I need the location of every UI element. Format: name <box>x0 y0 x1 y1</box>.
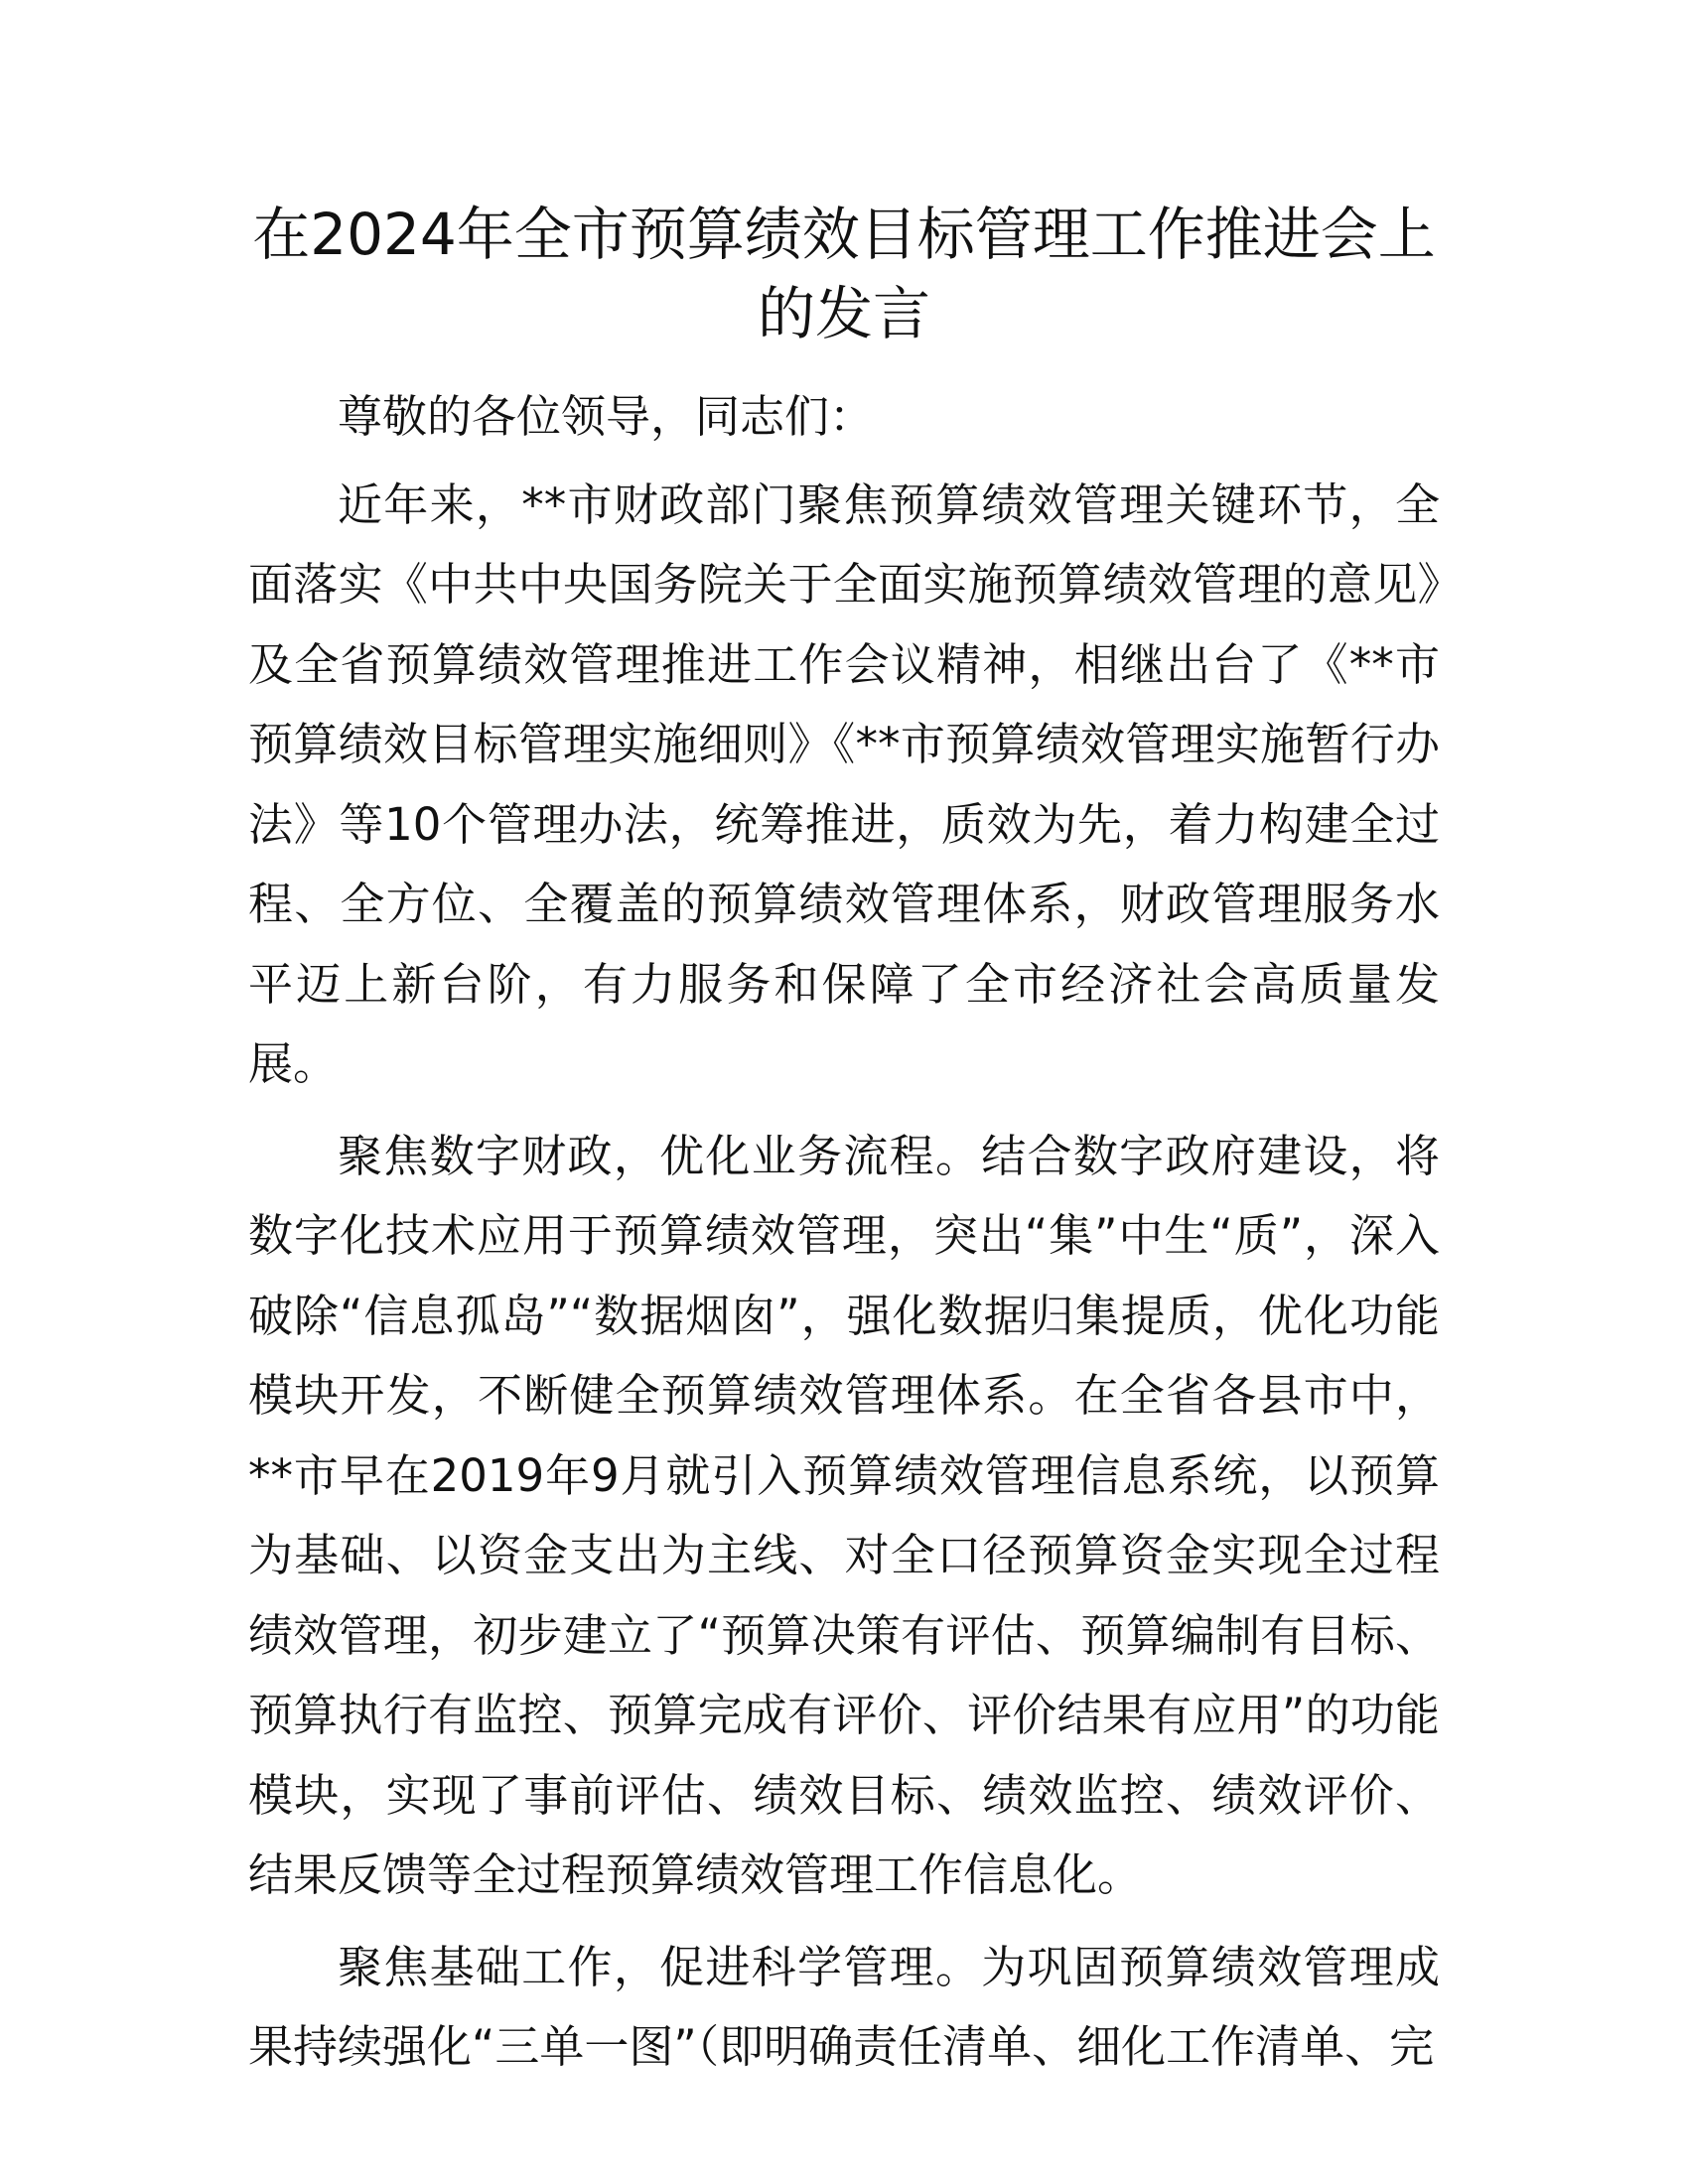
salutation: 尊敬的各位领导，同志们： <box>338 390 875 443</box>
page-title: 在2024年全市预算绩效目标管理工作推进会上的发言 <box>252 201 1436 347</box>
paragraph: 聚焦数字财政，优化业务流程。结合数字政府建设，将数字化技术应用于预算绩效管理，突出“集”中生“质”，深入破除“信息孤岛”“数据烟囱”，强化数据归集提质，优化功能模块开发，不断健全预算绩效管理体系。在全省各县市中，**市早在2019年9月就引入预算绩效管理信息系统，以预算为基础、以资金支出为主线、对全口径预算资金实现全过程绩效管理，初步建立了“预算决策有评估、预算编制有目标、预算执行有监控、预算完成有评价、评价结果有应用”的功能模块，实现了事前评估、绩效目标、绩效监控、绩效评价、结果反馈等全过程预算绩效管理工作信息化。 <box>248 1129 1440 1901</box>
paragraph: 近年来，**市财政部门聚焦预算绩效管理关键环节，全面落实《中共中央国务院关于全面实施预算绩效管理的意见》及全省预算绩效管理推进工作会议精神，相继出台了《**市预算绩效目标管理实施细则》《**市预算绩效管理实施暂行办法》等10个管理办法，统筹推进，质效为先，着力构建全过程、全方位、全覆盖的预算绩效管理体系，财政管理服务水平迈上新台阶，有力服务和保障了全市经济社会高质量发展。 <box>248 478 1440 1090</box>
paragraph: 聚焦基础工作，促进科学管理。为巩固预算绩效管理成果持续强化“三单一图”（即明确责任清单、细化工作清单、完 <box>248 1940 1440 2073</box>
document-body <box>248 377 1440 2100</box>
